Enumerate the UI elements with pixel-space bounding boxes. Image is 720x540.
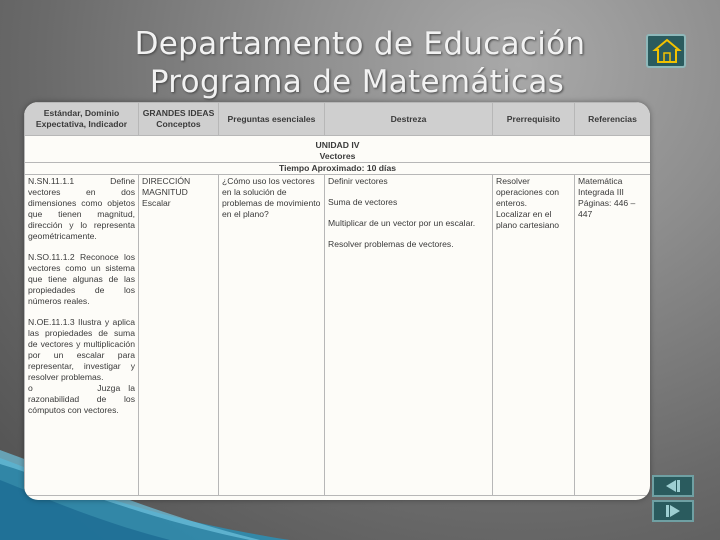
header-prerequisite: Prerrequisito (493, 103, 575, 136)
next-slide-button[interactable] (652, 500, 694, 522)
skill-item: Resolver problemas de vectores. (328, 239, 454, 249)
skills-cell (325, 175, 493, 496)
standard-item: N.SO.11.1.2 Reconoce los vectores como un sistema que tiene algunas de las propiedades de los números reales. (28, 252, 135, 306)
slide-title-line1: Departamento de Educación (134, 26, 586, 62)
header-references: Referencias (575, 103, 651, 136)
essential-question-cell: ¿Cómo uso los vectores en la solución de problemas de movimiento en el plano? (219, 175, 325, 496)
skill-item: Suma de vectores (328, 197, 398, 207)
skill-item: Multiplicar de un vector por un escalar. (328, 218, 476, 228)
standard-item: N.OE.11.1.3 Ilustra y aplica las propiedades de suma de vectores y multiplicación por un escalar para representar, investigar y resolver problemas. (28, 317, 135, 382)
unit-title: UNIDAD IV (25, 140, 651, 151)
previous-slide-icon (654, 477, 692, 495)
standards-cell (25, 175, 139, 496)
previous-slide-button[interactable] (652, 475, 694, 497)
slide-title-line2: Programa de Matemáticas (149, 64, 565, 100)
next-slide-icon (654, 502, 692, 520)
curriculum-table (24, 102, 650, 496)
prerequisite-item: Localizar en el plano cartesiano (496, 209, 560, 230)
big-idea: MAGNITUD (142, 187, 188, 197)
unit-time: Tiempo Aproximado: 10 días (25, 163, 651, 175)
big-idea: Escalar (142, 198, 171, 208)
standard-item: N.SN.11.1.1 Define vectores en dos dimensiones como objetos que tienen magnitud, dirección y lo representa geométricamente. (28, 176, 135, 241)
standard-subitem: o Juzga la razonabilidad de los cómputos con vectores. (28, 383, 138, 415)
big-ideas-cell (139, 175, 219, 496)
header-row (25, 103, 651, 136)
big-idea: DIRECCIÓN (142, 176, 191, 186)
home-button[interactable] (646, 34, 686, 68)
prerequisites-cell (493, 175, 575, 496)
header-big-ideas: GRANDES IDEAS Conceptos (139, 103, 219, 136)
unit-topic: Vectores (25, 151, 651, 163)
home-icon (652, 38, 682, 65)
prerequisite-item: Resolver operaciones con enteros. (496, 176, 560, 208)
content-row (25, 175, 651, 496)
references-cell: Matemática Integrada III Páginas: 446 – 447 (575, 175, 651, 496)
header-questions: Preguntas esenciales (219, 103, 325, 136)
header-skill: Destreza (325, 103, 493, 136)
header-standard: Estándar, Dominio Expectativa, Indicador (25, 103, 139, 136)
curriculum-table-image (24, 102, 650, 500)
skill-item: Definir vectores (328, 176, 388, 186)
